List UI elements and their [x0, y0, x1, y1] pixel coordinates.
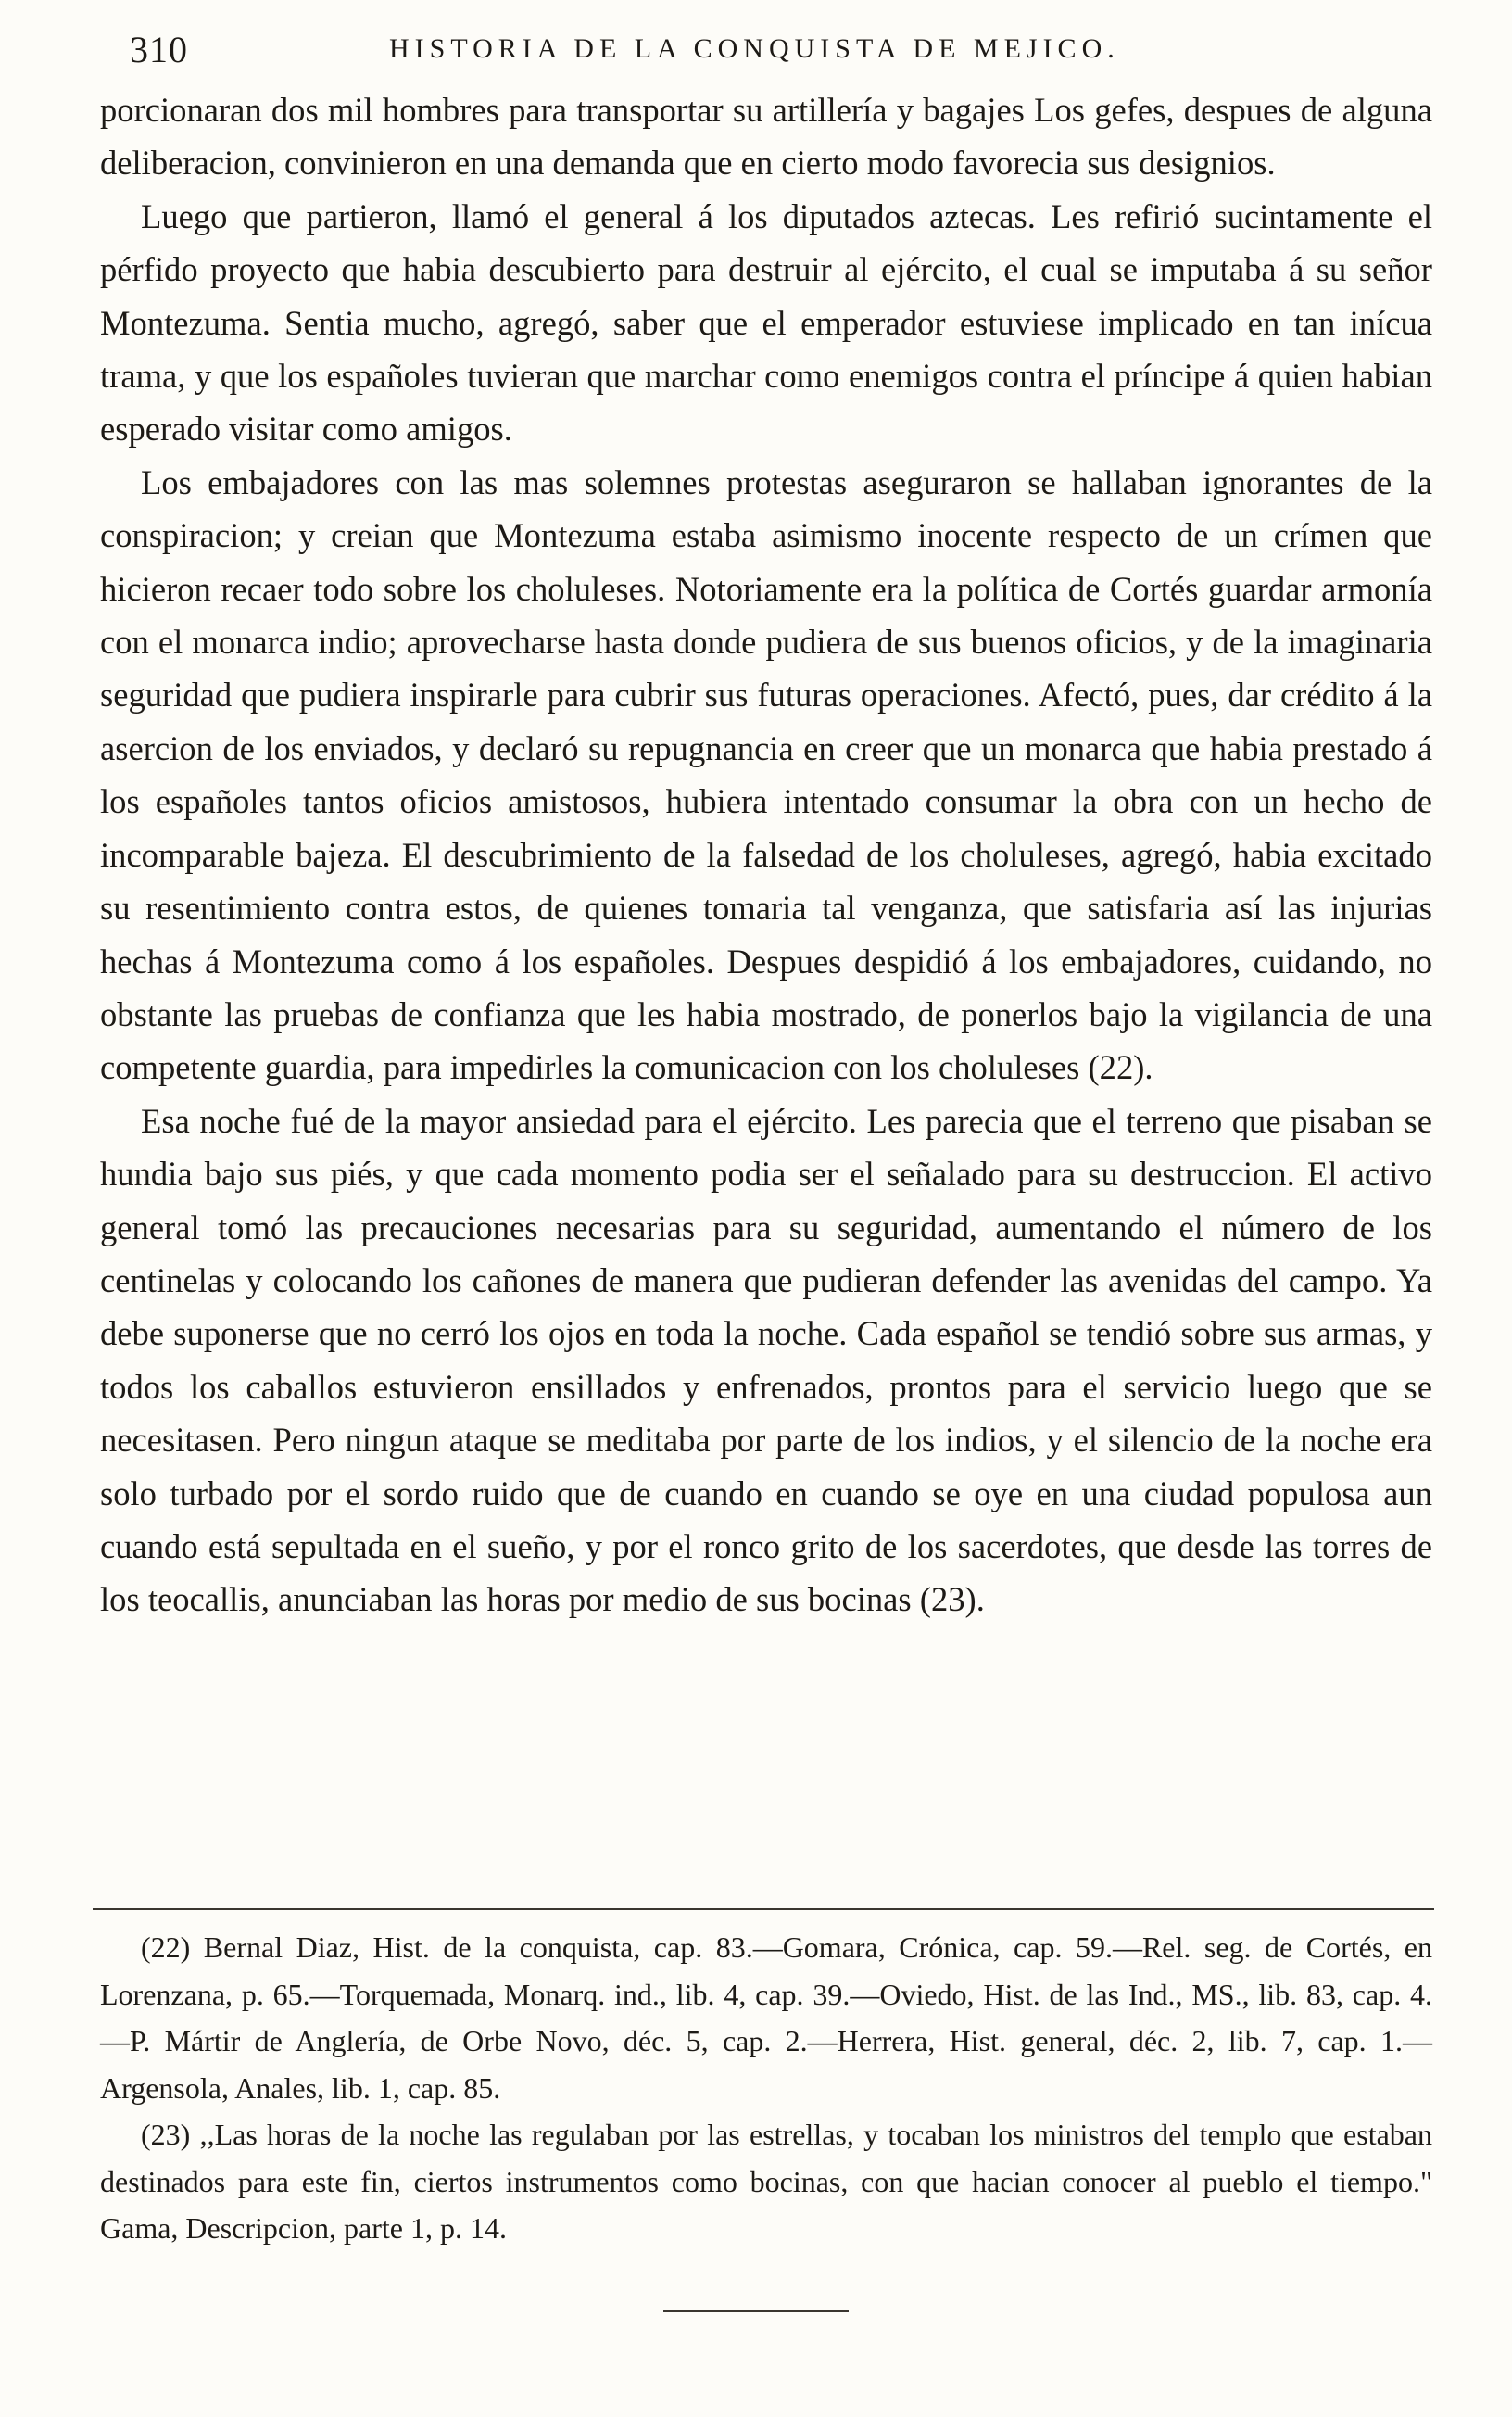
page-number: 310 — [130, 29, 188, 70]
paragraph: Esa noche fué de la mayor ansiedad para el ejército. Les parecia que el terreno que pisaban se hundia bajo sus piés, y que cada momento podia ser el señalado para su destruccion. El activo general tomó las precauciones necesarias para su seguridad, aumentando el número de los centinelas y colocando los cañones de manera que pudieran defender las avenidas del campo. Ya debe suponerse que no cerró los ojos en toda la noche. Cada español se tendió sobre sus armas, y todos los caballos estuvieron ensillados y enfrenados, prontos para el servicio luego que se necesitasen. Pero ningun ataque se meditaba por parte de los indios, y el silencio de la noche era solo turbado por el sordo ruido que de cuando en cuando se oye en una ciudad populosa aun cuando está sepultada en el sueño, y por el ronco grito de los sacerdotes, que desde las torres de los teocallis, anunciaban las horas por medio de sus bocinas (23). — [100, 1101, 1432, 1619]
footnote-22: (22) Bernal Diaz, Hist. de la conquista, cap. 83.—Gomara, Crónica, cap. 59.—Rel. seg. de Cortés, en Lorenzana, p. 65.—Torquemada, Monarq. ind., lib. 4, cap. 39.—Oviedo, Hist. de las Ind., MS., lib. 83, cap. 4.—P. Mártir de Anglería, de Orbe Novo, déc. 5, cap. 2.—Herrera, Hist. general, déc. 2, lib. 7, cap. 1.—Argensola, Anales, lib. 1, cap. 85. — [100, 1930, 1432, 2105]
running-head: HISTORIA DE LA CONQUISTA DE MEJICO. — [389, 33, 1120, 64]
body-text — [100, 83, 1432, 1626]
footnotes — [100, 1924, 1432, 2252]
paragraph-continuation: porcionaran dos mil hombres para transportar su artillería y bagajes Los gefes, despues de alguna deliberacion, convinieron en una demanda que en cierto modo favorecia sus designios. — [100, 91, 1432, 183]
footnote-23: (23) ,,Las horas de la noche las regulaban por las estrellas, y tocaban los ministros del templo que estaban destinados para este fin, ciertos instrumentos como bocinas, con que hacian conocer al pueblo el tiempo." Gama, Descripcion, parte 1, p. 14. — [100, 2118, 1432, 2245]
page-header — [0, 24, 1512, 80]
footnote-divider — [93, 1908, 1434, 1910]
paragraph: Los embajadores con las mas solemnes protestas aseguraron se hallaban ignorantes de la conspiracion; y creian que Montezuma estaba asimismo inocente respecto de un crímen que hicieron recaer todo sobre los choluleses. Notoriamente era la política de Cortés guardar armonía con el monarca indio; aprovecharse hasta donde pudiera de sus buenos oficios, y de la imaginaria seguridad que pudiera inspirarle para cubrir sus futuras operaciones. Afectó, pues, dar crédito á la asercion de los enviados, y declaró su repugnancia en creer que un monarca que habia prestado á los españoles tantos oficios amistosos, hubiera intentado consumar la obra con un hecho de incomparable bajeza. El descubrimiento de la falsedad de los choluleses, agregó, habia excitado su resentimiento contra estos, de quienes tomaria tal venganza, que satisfaria así las injurias hechas á Montezuma como á los españoles. Despues despidió á los embajadores, cuidando, no obstante las pruebas de confianza que les habia mostrado, de ponerlos bajo la vigilancia de una competente guardia, para impedirles la comunicacion con los choluleses (22). — [100, 462, 1432, 1087]
paragraph: Luego que partieron, llamó el general á los diputados aztecas. Les refirió sucintamente el pérfido proyecto que habia descubierto para destruir al ejército, el cual se imputaba á su señor Montezuma. Sentia mucho, agregó, saber que el emperador estuviese implicado en tan inícua trama, y que los españoles tuvieran que marchar como enemigos contra el príncipe á quien habian esperado visitar como amigos. — [100, 196, 1432, 449]
end-rule — [663, 2310, 849, 2312]
